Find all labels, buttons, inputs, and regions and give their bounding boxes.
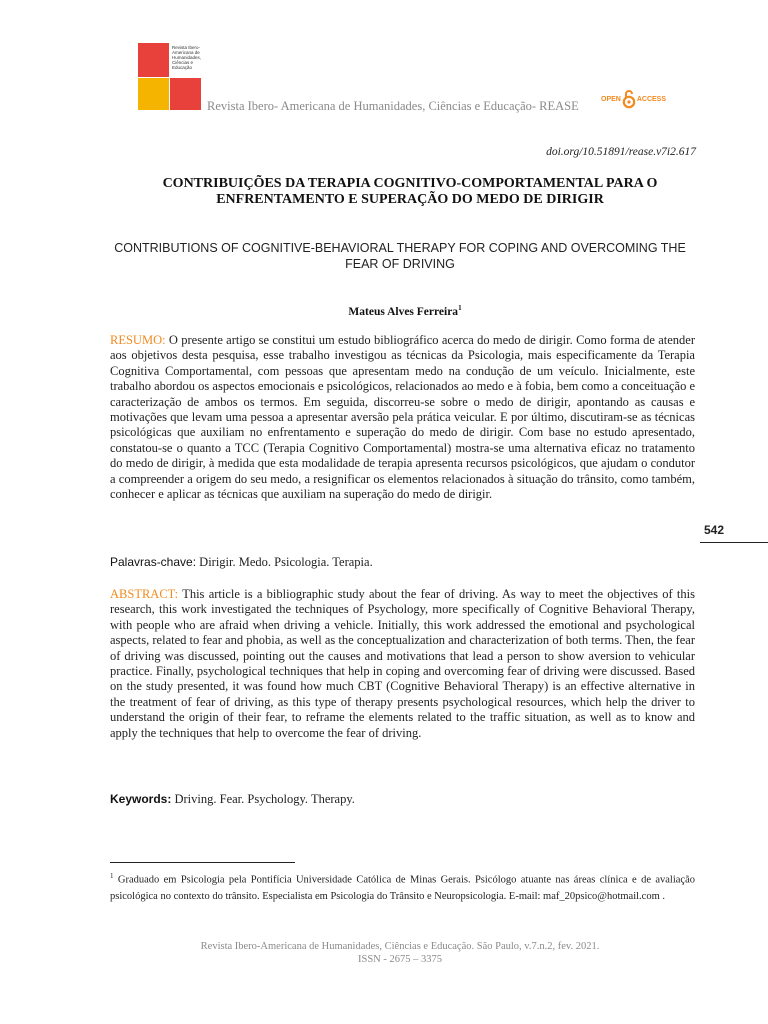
title-portuguese: CONTRIBUIÇÕES DA TERAPIA COGNITIVO-COMPORTAMENTAL PARA O ENFRENTAMENTO E SUPERAÇÃO DO MEDO DE DIRIGIR (162, 176, 658, 207)
keywords-label: Keywords: (110, 792, 172, 806)
palavras-chave-text: Dirigir. Medo. Psicologia. Terapia. (196, 555, 373, 569)
palavras-chave-label: Palavras-chave: (110, 555, 197, 569)
footer-issn: ISSN - 2675 – 3375 (357, 954, 442, 965)
doi-link[interactable]: doi.org/10.51891/rease.v7i2.617 (546, 146, 696, 158)
abstract-label: ABSTRACT: (110, 587, 179, 601)
footnote (110, 868, 695, 905)
resumo-text: O presente artigo se constitui um estudo bibliográfico acerca do medo de dirigir. Como forma de atender aos objetivos desta pesquisa, esse trabalho investigou as técnicas da Psicologia, mais especificamente da Terapia Cognitiva Comportamental, com pessoas que apresentam medo na condução de um veículo. Inicialmente, este trabalho abordou os aspectos emocionais e psicológicos, relacionados ao medo e à fobia, bem como a conceituação e caracterização de ambos os termos. Em seguida, discorreu-se sobre o medo de dirigir, apontando as causas e motivações que levam uma pessoa a apresentar aversão pela prática veicular. E por último, discutiram-se as técnicas psicológicas que auxiliam no enfrentamento e superação do medo de dirigir. Com base no estudo apresentado, constatou-se o quanto a TCC (Terapia Cognitivo Comportamental) mostra-se uma alternativa eficaz no tratamento do medo de dirigir, à medida que esta modalidade de terapia apresenta recursos psicológicos, que ajudam o condutor a compreender a origem do seu medo, a resignificar os elementos relacionados à situação do trânsito, como também, conhecer e aplicar as técnicas que auxiliam na superação do medo de dirigir. (110, 333, 695, 502)
footnote-divider (110, 862, 295, 863)
title-english: CONTRIBUTIONS OF COGNITIVE-BEHAVIORAL THERAPY FOR COPING AND OVERCOMING THE FEAR OF DRIVING (114, 241, 686, 271)
author-name-text: Mateus Alves Ferreira (348, 305, 459, 318)
palavras-chave-paragraph (110, 555, 695, 570)
keywords-text: Driving. Fear. Psychology. Therapy. (171, 792, 355, 806)
open-access-left-label: OPEN (601, 95, 621, 103)
page-footer (150, 940, 650, 966)
logo-square-red-2 (170, 78, 201, 110)
abstract-paragraph (110, 587, 695, 741)
page-number: 542 (704, 523, 725, 537)
footnote-text: Graduado em Psicologia pela Pontifícia Universidade Católica de Minas Gerais. Psicólogo atuante nas áreas clínica e de avaliação psicológica no contexto do trânsito. Especialista em Psicologia do Trânsito e Neuropsicologia. E-mail: maf_20psico@hotmail.com . (110, 874, 695, 902)
author-footnote-mark[interactable]: 1 (458, 304, 462, 312)
resumo-paragraph (110, 333, 695, 502)
resumo-label: RESUMO: (110, 333, 166, 347)
logo-text: Revista Ibero- Americana de Humanidades, Ciências e Educação (172, 45, 202, 70)
open-access-lock-icon (622, 89, 636, 109)
open-access-badge (601, 88, 666, 110)
footer-citation: Revista Ibero-Americana de Humanidades, Ciências e Educação. São Paulo, v.7.n.2, fev. 2021. (200, 941, 600, 952)
footnote-mark: 1 (110, 872, 114, 880)
journal-logo (138, 43, 202, 110)
logo-square-yellow (138, 78, 169, 110)
open-access-right-label: ACCESS (636, 95, 667, 103)
logo-square-red (138, 43, 169, 77)
page-number-divider (700, 542, 768, 543)
journal-header: Revista Ibero- Americana de Humanidades, Ciências e Educação- REASE (207, 99, 579, 113)
keywords-paragraph (110, 792, 695, 807)
abstract-text: This article is a bibliographic study about the fear of driving. As way to meet the objectives of this research, this work investigated the techniques of Psychology, more specifically of Cognitive Behavioral Therapy, with people who are afraid when driving a vehicle. Initially, this work addressed the emotional and psychological aspects, related to fear and phobia, as well as the conceptualization and characterization of both terms. Then, the fear of driving was discussed, pointing out the causes and motivations that lead a person to show aversion to vehicular practice. Finally, psychological techniques that help in coping and overcoming fear of driving were discussed. Based on the study presented, it was found how much CBT (Cognitive Behavioral Therapy) is an effective alternative in the treatment of fear of driving, as this type of therapy presents psychological resources, which help the driver to understand the origin of their fear, to reframe the elements related to the traffic situation, as well as to know and apply the techniques that help to overcome the fear of driving. (110, 587, 695, 740)
author-name (110, 304, 700, 318)
